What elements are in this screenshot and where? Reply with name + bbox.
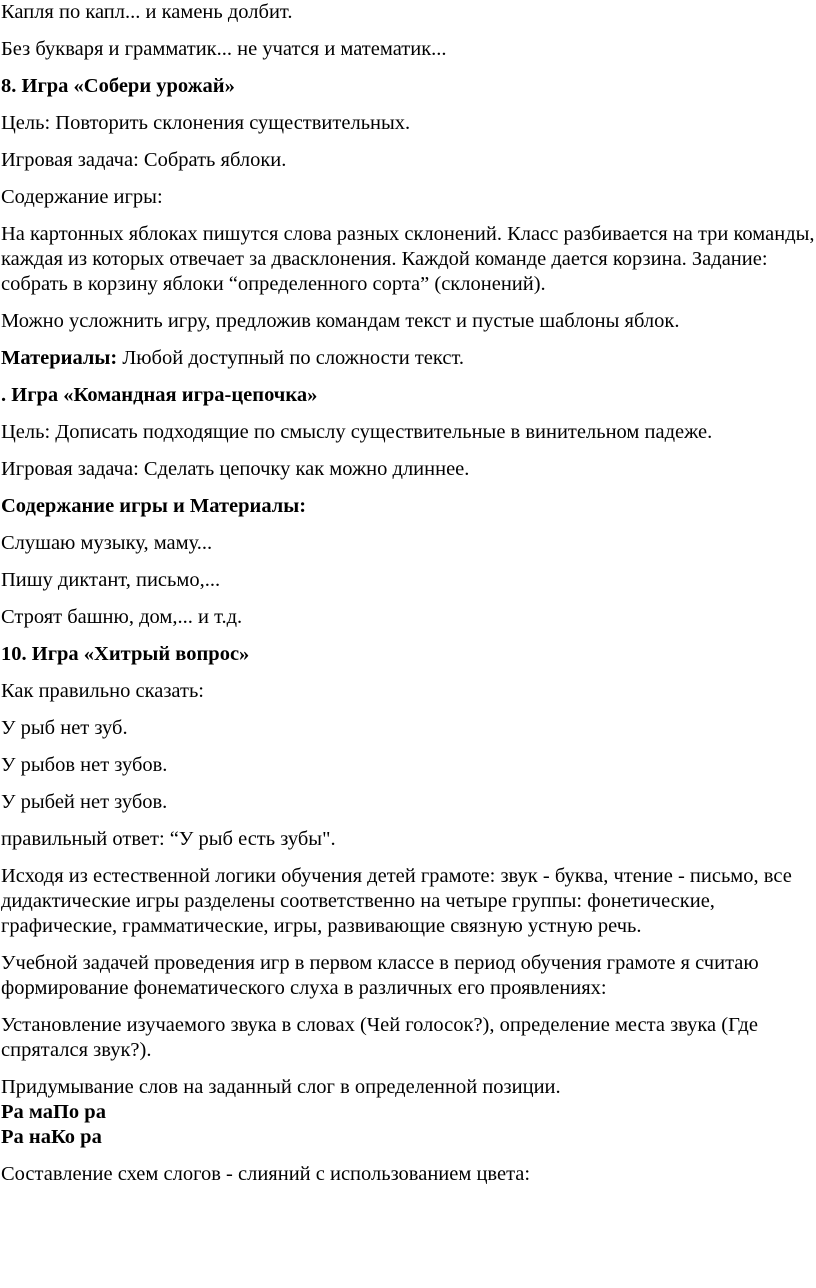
syllable-example-2: Ра наКо ра: [1, 1126, 102, 1148]
game-10-heading: 10. Игра «Хитрый вопрос»: [1, 643, 250, 665]
proverb-line-1: Капля по капл... и камень долбит.: [1, 1, 293, 23]
game-9-example-2: Пишу диктант, письмо,...: [1, 569, 221, 591]
game-9-example-1: Слушаю музыку, маму...: [1, 532, 213, 554]
materials-label: Материалы:: [1, 347, 118, 369]
game-9-goal: Цель: Дописать подходящие по смыслу существительные в винительном падеже.: [1, 421, 713, 443]
game-9-task: Игровая задача: Сделать цепочку как можно длиннее.: [1, 458, 470, 480]
game-9-example-3: Строят башню, дом,... и т.д.: [1, 606, 243, 628]
game-8-materials: [1, 346, 816, 371]
game-9-content-heading: Содержание игры и Материалы:: [1, 495, 307, 517]
game-10-answer: правильный ответ: “У рыб есть зубы".: [1, 828, 336, 850]
game-10-option-2: У рыбов нет зубов.: [1, 754, 168, 776]
game-8-description: На картонных яблоках пишутся слова разных склонений. Класс разбивается на три команды, каждая из которых отвечает за двасклонения. Каждой команде дается корзина. Задание: собрать в корзину яблоки “определенного сорта” (склонений).: [1, 223, 815, 295]
materials-text: Любой доступный по сложности текст.: [117, 347, 464, 369]
game-8-content-label: Содержание игры:: [1, 186, 163, 208]
game-10-option-3: У рыбей нет зубов.: [1, 791, 168, 813]
proverb-line-2: Без букваря и грамматик... не учатся и математик...: [1, 38, 447, 60]
game-8-task: Игровая задача: Собрать яблоки.: [1, 149, 287, 171]
sound-identification-paragraph: Установление изучаемого звука в словах (Чей голосок?), определение места звука (Где спрятался звук?).: [1, 1014, 758, 1061]
game-8-goal: Цель: Повторить склонения существительных.: [1, 112, 411, 134]
games-logic-paragraph: Исходя из естественной логики обучения детей грамоте: звук - буква, чтение - письмо, все дидактические игры разделены соответственно на четыре группы: фонетические, графические, грамматические, игры, развивающие связную устную речь.: [1, 865, 792, 937]
syllable-schemes-line: Составление схем слогов - слияний с использованием цвета:: [1, 1163, 531, 1185]
learning-task-paragraph: Учебной задачей проведения игр в первом классе в период обучения грамоте я считаю формирование фонематического слуха в различных его проявлениях:: [1, 952, 759, 999]
game-9-heading: . Игра «Командная игра-цепочка»: [1, 384, 318, 406]
game-8-heading: 8. Игра «Собери урожай»: [1, 75, 235, 97]
game-10-option-1: У рыб нет зуб.: [1, 717, 128, 739]
game-10-question: Как правильно сказать:: [1, 680, 204, 702]
game-8-variation: Можно усложнить игру, предложив командам текст и пустые шаблоны яблок.: [1, 310, 680, 332]
syllable-example-1: Ра маПо ра: [1, 1101, 106, 1123]
syllable-words-line: Придумывание слов на заданный слог в определенной позиции.: [1, 1076, 561, 1098]
